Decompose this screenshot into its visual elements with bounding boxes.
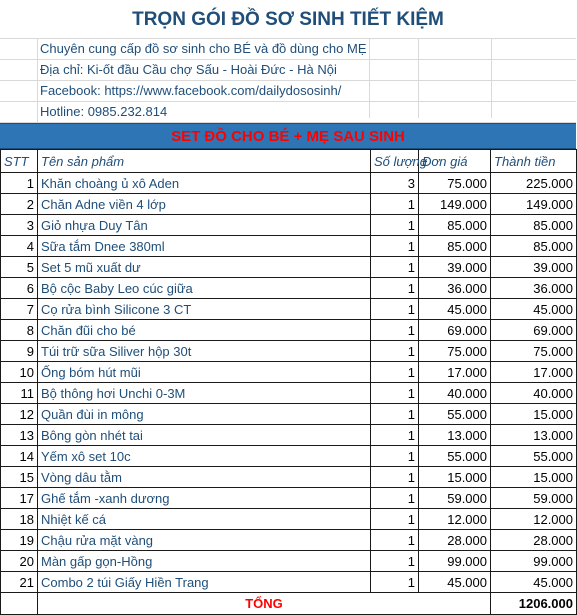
cell-name: Giỏ nhựa Duy Tân: [38, 215, 371, 236]
cell-name: Khăn choàng ủ xô Aden: [38, 173, 371, 194]
cell-stt: 2: [1, 194, 38, 215]
cell-name: Ghế tắm -xanh dương: [38, 488, 371, 509]
cell-price: 17.000: [419, 362, 491, 383]
table-row: [1, 173, 577, 194]
cell-total: 15.000: [491, 467, 577, 488]
cell-stt: 4: [1, 236, 38, 257]
cell-price: 85.000: [419, 236, 491, 257]
cell-stt: 8: [1, 320, 38, 341]
cell-qty: 3: [371, 173, 419, 194]
set-banner: SET ĐỒ CHO BÉ + MẸ SAU SINH: [0, 123, 576, 149]
table-row: [1, 194, 577, 215]
cell-stt: 17: [1, 488, 38, 509]
cell-qty: 1: [371, 278, 419, 299]
cell-qty: 1: [371, 488, 419, 509]
table-row: [1, 257, 577, 278]
cell-qty: 1: [371, 446, 419, 467]
cell-name: Chăn đũi cho bé: [38, 320, 371, 341]
cell-stt: 5: [1, 257, 38, 278]
cell-total: 45.000: [491, 572, 577, 593]
table-row: [1, 425, 577, 446]
cell-price: 39.000: [419, 257, 491, 278]
cell-price: 13.000: [419, 425, 491, 446]
info-tagline: Chuyên cung cấp đồ sơ sinh cho BÉ và đồ dùng cho MẸ: [0, 39, 576, 60]
cell-qty: 1: [371, 551, 419, 572]
cell-price: 75.000: [419, 341, 491, 362]
cell-name: Nhiệt kế cá: [38, 509, 371, 530]
cell-price: 85.000: [419, 215, 491, 236]
cell-total: 15.000: [491, 404, 577, 425]
cell-price: 40.000: [419, 383, 491, 404]
cell-name: Túi trữ sữa Siliver hộp 30t: [38, 341, 371, 362]
table-header-row: [1, 150, 577, 173]
header-qty: Số lượng: [371, 150, 419, 173]
cell-stt: 14: [1, 446, 38, 467]
cell-total: 36.000: [491, 278, 577, 299]
cell-total: 99.000: [491, 551, 577, 572]
info-address: Địa chỉ: Ki-ốt đầu Cầu chợ Sấu - Hoài Đức - Hà Nội: [0, 60, 576, 81]
header-name: Tên sản phẩm: [38, 150, 371, 173]
cell-price: 55.000: [419, 404, 491, 425]
cell-qty: 1: [371, 530, 419, 551]
total-row: [1, 593, 577, 615]
cell-name: Quần đùi in mông: [38, 404, 371, 425]
table-row: [1, 509, 577, 530]
cell-stt: 10: [1, 362, 38, 383]
table-row: [1, 530, 577, 551]
cell-total: 39.000: [491, 257, 577, 278]
cell-stt: 1: [1, 173, 38, 194]
cell-stt: 12: [1, 404, 38, 425]
cell-total: 85.000: [491, 236, 577, 257]
sheet-title: TRỌN GÓI ĐỒ SƠ SINH TIẾT KIỆM: [0, 0, 576, 39]
cell-total: 28.000: [491, 530, 577, 551]
cell-qty: 1: [371, 320, 419, 341]
info-hotline: Hotline: 0985.232.814: [0, 102, 576, 123]
table-body: [1, 173, 577, 593]
cell-stt: 11: [1, 383, 38, 404]
table-row: [1, 572, 577, 593]
header-stt: STT: [1, 150, 38, 173]
cell-qty: 1: [371, 362, 419, 383]
cell-name: Chậu rửa mặt vàng: [38, 530, 371, 551]
cell-price: 28.000: [419, 530, 491, 551]
table-row: [1, 404, 577, 425]
cell-name: Bộ thông hơi Unchi 0-3M: [38, 383, 371, 404]
cell-price: 36.000: [419, 278, 491, 299]
cell-price: 149.000: [419, 194, 491, 215]
cell-qty: 1: [371, 215, 419, 236]
header-total: Thành tiền: [491, 150, 577, 173]
cell-stt: 21: [1, 572, 38, 593]
cell-stt: 18: [1, 509, 38, 530]
cell-stt: 7: [1, 299, 38, 320]
cell-qty: 1: [371, 299, 419, 320]
table-row: [1, 383, 577, 404]
cell-qty: 1: [371, 194, 419, 215]
cell-price: 99.000: [419, 551, 491, 572]
table-row: [1, 299, 577, 320]
table-row: [1, 320, 577, 341]
cell-qty: 1: [371, 404, 419, 425]
table-row: [1, 488, 577, 509]
cell-total: 225.000: [491, 173, 577, 194]
cell-qty: 1: [371, 572, 419, 593]
total-spacer: [1, 593, 38, 615]
cell-total: 12.000: [491, 509, 577, 530]
cell-total: 45.000: [491, 299, 577, 320]
cell-total: 85.000: [491, 215, 577, 236]
cell-total: 40.000: [491, 383, 577, 404]
header-price: Đơn giá: [419, 150, 491, 173]
cell-stt: 13: [1, 425, 38, 446]
table-row: [1, 278, 577, 299]
cell-qty: 1: [371, 257, 419, 278]
cell-total: 55.000: [491, 446, 577, 467]
cell-qty: 1: [371, 341, 419, 362]
table-row: [1, 341, 577, 362]
table-row: [1, 551, 577, 572]
table-row: [1, 446, 577, 467]
total-value: 1206.000: [491, 593, 577, 615]
cell-qty: 1: [371, 509, 419, 530]
table-row: [1, 467, 577, 488]
total-label: TỔNG: [38, 593, 491, 615]
cell-price: 45.000: [419, 299, 491, 320]
cell-price: 59.000: [419, 488, 491, 509]
cell-price: 55.000: [419, 446, 491, 467]
table-row: [1, 215, 577, 236]
table-row: [1, 362, 577, 383]
table-row: [1, 236, 577, 257]
cell-stt: 6: [1, 278, 38, 299]
cell-name: Cọ rửa bình Silicone 3 CT: [38, 299, 371, 320]
cell-name: Màn gấp gọn-Hồng: [38, 551, 371, 572]
info-facebook: Facebook: https://www.facebook.com/dailydososinh/: [0, 81, 576, 102]
cell-stt: 20: [1, 551, 38, 572]
cell-qty: 1: [371, 467, 419, 488]
product-table: [0, 149, 577, 615]
cell-price: 75.000: [419, 173, 491, 194]
cell-price: 15.000: [419, 467, 491, 488]
cell-name: Combo 2 túi Giấy Hiền Trang: [38, 572, 371, 593]
cell-qty: 1: [371, 236, 419, 257]
cell-total: 59.000: [491, 488, 577, 509]
cell-name: Sữa tắm Dnee 380ml: [38, 236, 371, 257]
cell-name: Yếm xô set 10c: [38, 446, 371, 467]
cell-price: 69.000: [419, 320, 491, 341]
cell-qty: 1: [371, 383, 419, 404]
cell-total: 149.000: [491, 194, 577, 215]
cell-total: 69.000: [491, 320, 577, 341]
cell-stt: 9: [1, 341, 38, 362]
cell-name: Vòng dâu tằm: [38, 467, 371, 488]
cell-name: Set 5 mũ xuất dư: [38, 257, 371, 278]
cell-stt: 3: [1, 215, 38, 236]
cell-price: 12.000: [419, 509, 491, 530]
cell-total: 17.000: [491, 362, 577, 383]
cell-name: Bông gòn nhét tai: [38, 425, 371, 446]
cell-name: Bộ cộc Baby Leo cúc giữa: [38, 278, 371, 299]
cell-total: 75.000: [491, 341, 577, 362]
cell-name: Ống bóm hút mũi: [38, 362, 371, 383]
cell-total: 13.000: [491, 425, 577, 446]
cell-qty: 1: [371, 425, 419, 446]
cell-name: Chăn Adne viền 4 lớp: [38, 194, 371, 215]
cell-stt: 19: [1, 530, 38, 551]
cell-price: 45.000: [419, 572, 491, 593]
cell-stt: 15: [1, 467, 38, 488]
